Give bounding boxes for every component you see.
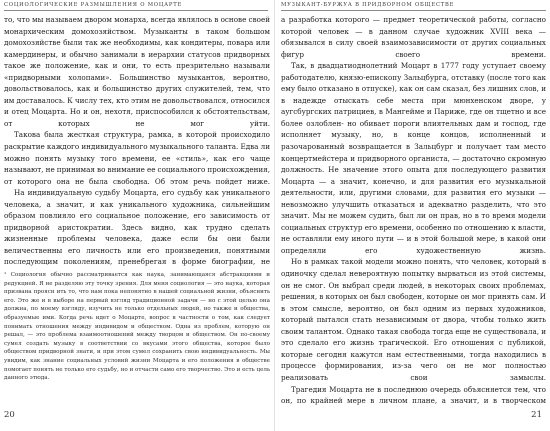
paragraph: Трагедия Моцарта не в последнюю очередь объясняется тем, что он, по крайней мере в личном плане, а значит, и в творческом <box>281 384 546 406</box>
page-number: 21 <box>531 410 542 420</box>
body-text <box>281 14 546 406</box>
paragraph: Так, в двадцатиоднолетний Моцарт в 1777 году уступает своему работодателю, князю-епископу Зальцбурга, отставку (после того как ему было отказано в отпуске), как он сам сказал, без лишних слов, и в надежде отыскать себе места при мюнхенском дворе, у аугсбургских патрициев, в Мангейме и Париже, где он тщетно и все более озлоблен- но обивает пороги влиятельных дам и господ, где исполняет музыку, но, в конце концов, исполненный и разочарованный возвращается в Зальцбург и получает там место концертмейстера и придворного органиста, — достаточно скромную должность. Не значение этого опыта для последующего развития Моцарта — а значит, конечно, и для развития его музыкальной деятельности, или, другими словами, для развития его музыки — невозможно улучшить отказаться и адекватно разделить, что это значит. Мы не можем судить, был ли он прав, но в то время модели социальных структур его времени, особенно по отношению к власти, не оставляли ему иного пути — и в этой большой мере, в какой они определяли его художественную жизнь. <box>281 61 546 255</box>
header-rule <box>4 10 268 11</box>
header-rule <box>281 10 546 11</box>
footnote <box>4 271 270 383</box>
paragraph: а разработка которого — предмет теоретической работы, согласно которой человек — в данном случае художник XVIII века — обязывался в силу своей взаимозависимости от других социальных фигур своего времени. <box>281 15 546 59</box>
running-header: МУЗЫКАНТ-БУРЖУА В ПРИДВОРНОМ ОБЩЕСТВЕ <box>281 2 455 8</box>
paragraph: Такова была жесткая структура, рамка, в которой происходило раскрытие каждого индивидуального музыкального таланта. Едва ли можно понять музыку того времени, ее «стиль», как его чаще называют, не принимая во внимание ее социального происхождения, от которого она не была свободна. Об этом речь пойдет ниже. <box>4 130 270 186</box>
page-number: 20 <box>4 410 15 420</box>
paragraph: то, что мы называем двором монарха, всегда являлось в основе своей монархическим домохозяйством. Музыканты в таком большом домохозяйстве были так же необходимы, как кондитеры, повара или камердинеры, и обычно занимали в иерархии статусов придворных такое же положение, как и они, то есть презрительно называли «придворными холопами». Большинство музыкантов, вероятно, довольствовалось, как и большинство других служителей, тем, что им доставалось. К числу тех, кто этим не довольствовался, относился и отец Моцарта. Но и он, нехотя, приспособился к обстоятельствам, от которых не мог уйти. <box>4 15 270 128</box>
running-header: СОЦИОЛОГИЧЕСКИЕ РАЗМЫШЛЕНИЯ О МОЦАРТЕ <box>4 2 183 8</box>
footnote-text: ¹ Социология обычно рассматривается как наука, занимающаяся абстракциями и редукцией. Я не разделяю эту точку зрения. Для меня социология — это наука, которая призвана проясн ить то, что нам пока непонятно в нашей социальной жизни, объяснить его. Это же и в выборе на первый взгляд традиционной задачи — но с этой целью она должна, по моему взгляду, изучить не только отдельных людей, но также и общества, образуемые ими. Когда речь идет о Моцарте, вопрос в частности о том, как следует понимать отношения между индивидом и обществом. Одна из проблем, которую он решал, — это проблема взаимоотношений между творцом и обществом. Он по-своему сумел создать музыку в соответствии со вкусами этого общества, которое было обществом придворной знати, и при этом сумел сохранить свою индивидуальность. Мы увидим, как знание социальных условий жизни Моцарта и его положения в обществе помогает понять не только его судьбу, но и отчасти само его творчество. Это и есть цель данного этюда. <box>4 272 270 382</box>
body-text <box>4 14 270 269</box>
paragraph: На индивидуальную судьбу Моцарта, его судьбу как уникального человека, а значит, и как уникального художника, сильнейшим образом повлияло его социальное положение, его зависимость от придворной аристократии. Здесь видно, как трудно сделать жизненные проблемы человека, даже если бы они были величественны его личность или его произведения, понятными последующим поколениям, пренебрегая в форме биографии, не <box>4 188 270 267</box>
right-page <box>275 0 550 431</box>
paragraph: Но в рамках такой модели можно понять, что человек, который в одиночку сделал невероятную попытку вырваться из этой системы, он не смог. Он выбрал среди людей, в некоторых своих проблемах, решения, в которых он был свободен, которые он мог принять сам. И в этом смысле, вероятно, он был одним из первых художников, который пытался стать независимым от двора, чтобы только жить своим талантом. Однако такая свобода тогда еще не существовала, и это сделало его жизнь трагической. Его отношения с публикой, которые сегодня кажутся нам естественными, тогда находились в процессе формирования, из-за чего он не мог полностью реализовать свои замыслы. <box>281 257 546 382</box>
